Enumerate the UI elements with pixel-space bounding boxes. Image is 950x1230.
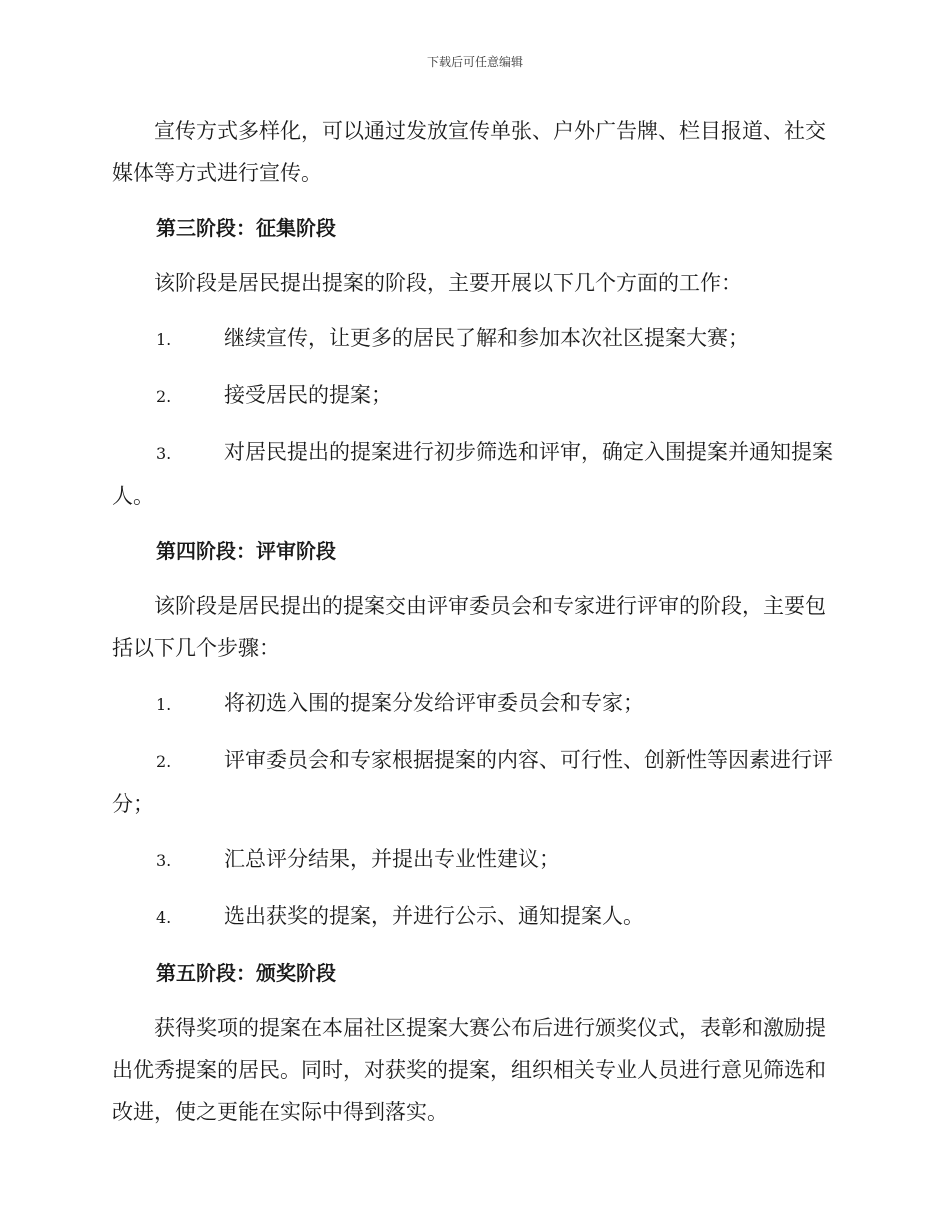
list-item <box>112 431 834 517</box>
paragraph-stage-4-intro: 该阶段是居民提出的提案交由评审委员会和专家进行评审的阶段，主要包括以下几个步骤： <box>112 594 826 660</box>
list-number: 3. <box>156 444 172 463</box>
list-text: 对居民提出的提案进行初步筛选和评审，确定入围提案并通知提案人。 <box>112 440 833 508</box>
list-text: 将初选入围的提案分发给评审委员会和专家； <box>224 691 644 715</box>
list-text: 选出获奖的提案，并进行公示、通知提案人。 <box>224 904 644 928</box>
heading-stage-3: 第三阶段：征集阶段 <box>156 216 336 240</box>
paragraph-stage-3-intro: 该阶段是居民提出提案的阶段，主要开展以下几个方面的工作： <box>154 271 742 295</box>
heading-stage-4: 第四阶段：评审阶段 <box>156 539 336 563</box>
list-number: 3. <box>156 851 172 870</box>
page-header: 下载后可任意编辑 <box>426 55 523 69</box>
list-item <box>112 838 834 882</box>
list-text: 继续宣传，让更多的居民了解和参加本次社区提案大赛； <box>224 326 749 350</box>
heading-stage-5: 第五阶段：颁奖阶段 <box>156 961 336 985</box>
paragraph-promotion: 宣传方式多样化，可以通过发放宣传单张、户外广告牌、栏目报道、社交媒体等方式进行宣传。 <box>112 119 826 185</box>
document-body <box>112 110 834 1133</box>
list-number: 2. <box>156 752 172 771</box>
list-item <box>112 895 834 939</box>
list-item <box>112 374 834 418</box>
list-number: 2. <box>156 387 172 406</box>
list-item <box>112 739 834 825</box>
list-item <box>112 317 834 361</box>
list-number: 1. <box>156 330 172 349</box>
list-number: 1. <box>156 695 172 714</box>
list-text: 汇总评分结果，并提出专业性建议； <box>224 847 560 871</box>
list-item <box>112 682 834 726</box>
list-number: 4. <box>156 908 172 927</box>
list-text: 评审委员会和专家根据提案的内容、可行性、创新性等因素进行评分； <box>112 748 833 816</box>
list-text: 接受居民的提案； <box>224 383 392 407</box>
paragraph-stage-5: 获得奖项的提案在本届社区提案大赛公布后进行颁奖仪式，表彰和激励提出优秀提案的居民。同时，对获奖的提案，组织相关专业人员进行意见筛选和改进，使之更能在实际中得到落实。 <box>112 1016 826 1124</box>
